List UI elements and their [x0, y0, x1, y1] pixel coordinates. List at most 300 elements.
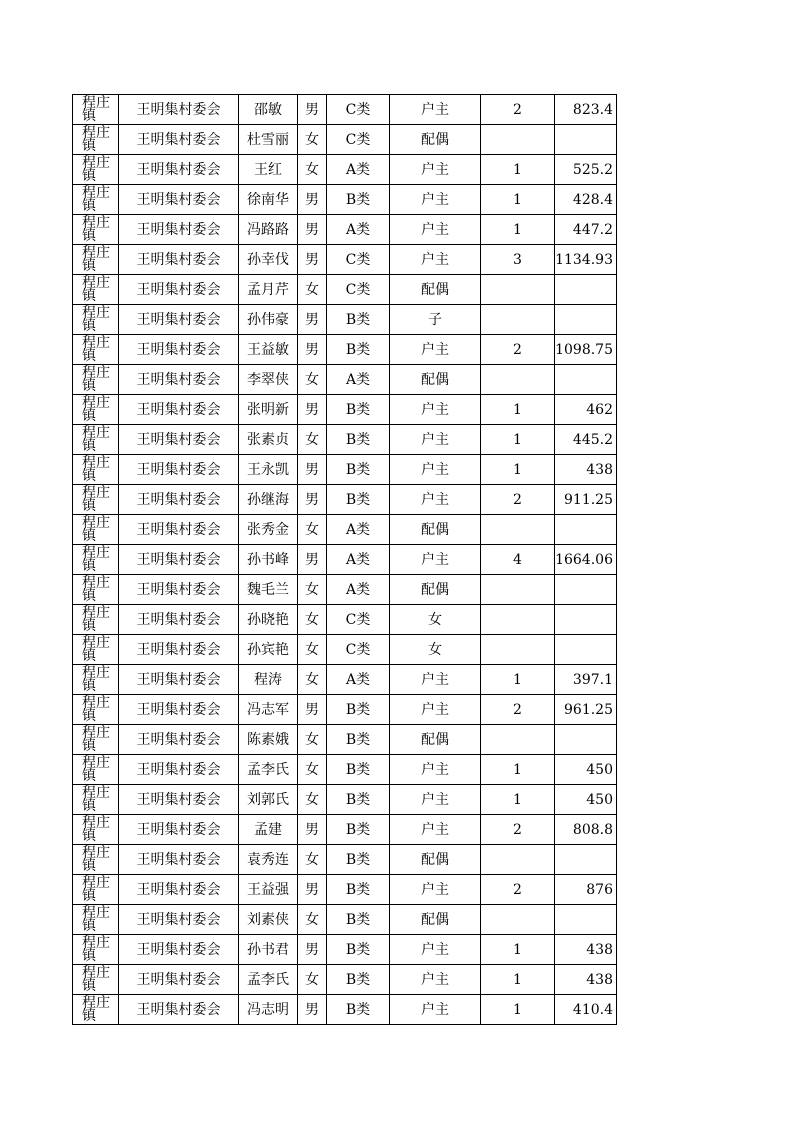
category-cell — [327, 815, 390, 845]
category-cell — [327, 575, 390, 605]
category-cell — [327, 515, 390, 545]
committee-cell — [119, 635, 239, 665]
committee-cell-text: 王明集村委会 — [136, 131, 221, 148]
town-cell — [73, 185, 119, 215]
table-row — [73, 305, 617, 335]
gender-cell-text: 女 — [305, 521, 319, 538]
committee-cell — [119, 455, 239, 485]
count-cell — [481, 275, 555, 305]
town-cell-text: 程庄镇 — [82, 815, 110, 844]
town-cell — [73, 335, 119, 365]
count-cell-text: 2 — [513, 881, 522, 898]
relation-cell-text: 配偶 — [421, 581, 449, 598]
gender-cell — [298, 635, 327, 665]
category-cell-text: C类 — [345, 251, 371, 268]
category-cell-text: A类 — [345, 551, 371, 568]
name-cell — [239, 695, 298, 725]
committee-cell — [119, 725, 239, 755]
committee-cell — [119, 215, 239, 245]
category-cell — [327, 545, 390, 575]
count-cell — [481, 665, 555, 695]
relation-cell — [390, 875, 481, 905]
category-cell-text: B类 — [345, 401, 371, 418]
table-row — [73, 95, 617, 125]
roster-body — [73, 95, 617, 1025]
amount-cell — [555, 635, 617, 665]
count-cell — [481, 365, 555, 395]
gender-cell-text: 女 — [305, 131, 319, 148]
town-cell — [73, 395, 119, 425]
gender-cell-text: 女 — [305, 791, 319, 808]
name-cell — [239, 635, 298, 665]
category-cell-text: A类 — [345, 521, 371, 538]
committee-cell-text: 王明集村委会 — [136, 491, 221, 508]
gender-cell-text: 男 — [305, 461, 319, 478]
count-cell — [481, 935, 555, 965]
committee-cell — [119, 875, 239, 905]
count-cell — [481, 695, 555, 725]
town-cell — [73, 95, 119, 125]
count-cell-text: 1 — [513, 941, 522, 958]
category-cell — [327, 215, 390, 245]
town-cell-text: 程庄镇 — [82, 695, 110, 724]
category-cell — [327, 785, 390, 815]
amount-cell-text: 1664.06 — [555, 551, 613, 568]
town-cell-text: 程庄镇 — [82, 155, 110, 184]
count-cell — [481, 455, 555, 485]
gender-cell — [298, 95, 327, 125]
committee-cell — [119, 965, 239, 995]
gender-cell-text: 女 — [305, 611, 319, 628]
relation-cell-text: 户主 — [421, 941, 449, 958]
relation-cell — [390, 755, 481, 785]
category-cell — [327, 185, 390, 215]
gender-cell — [298, 155, 327, 185]
gender-cell — [298, 335, 327, 365]
category-cell — [327, 485, 390, 515]
name-cell-text: 孟月芹 — [247, 281, 289, 298]
relation-cell-text: 户主 — [421, 101, 449, 118]
gender-cell — [298, 185, 327, 215]
category-cell-text: A类 — [345, 581, 371, 598]
committee-cell — [119, 125, 239, 155]
town-cell-text: 程庄镇 — [82, 575, 110, 604]
relation-cell — [390, 515, 481, 545]
amount-cell-text: 428.4 — [572, 191, 613, 208]
table-row — [73, 395, 617, 425]
count-cell — [481, 395, 555, 425]
committee-cell — [119, 845, 239, 875]
gender-cell — [298, 215, 327, 245]
relation-cell-text: 户主 — [421, 341, 449, 358]
committee-cell-text: 王明集村委会 — [136, 971, 221, 988]
name-cell-text: 冯志军 — [247, 701, 289, 718]
amount-cell — [555, 665, 617, 695]
town-cell-text: 程庄镇 — [82, 95, 110, 124]
category-cell-text: B类 — [345, 341, 371, 358]
amount-cell — [555, 995, 617, 1025]
count-cell-text: 3 — [513, 251, 522, 268]
name-cell-text: 张秀金 — [247, 521, 289, 538]
name-cell — [239, 665, 298, 695]
table-row — [73, 605, 617, 635]
committee-cell — [119, 185, 239, 215]
relation-cell-text: 户主 — [421, 971, 449, 988]
name-cell-text: 张明新 — [247, 401, 289, 418]
town-cell-text: 程庄镇 — [82, 485, 110, 514]
relation-cell-text: 户主 — [421, 761, 449, 778]
count-cell-text: 2 — [513, 491, 522, 508]
committee-cell — [119, 335, 239, 365]
amount-cell — [555, 215, 617, 245]
gender-cell — [298, 395, 327, 425]
relation-cell — [390, 185, 481, 215]
name-cell — [239, 395, 298, 425]
town-cell-text: 程庄镇 — [82, 305, 110, 334]
name-cell — [239, 155, 298, 185]
committee-cell-text: 王明集村委会 — [136, 551, 221, 568]
gender-cell — [298, 995, 327, 1025]
gender-cell — [298, 515, 327, 545]
relation-cell-text: 户主 — [421, 221, 449, 238]
table-row — [73, 425, 617, 455]
amount-cell — [555, 485, 617, 515]
amount-cell — [555, 755, 617, 785]
town-cell-text: 程庄镇 — [82, 725, 110, 754]
name-cell — [239, 95, 298, 125]
committee-cell-text: 王明集村委会 — [136, 371, 221, 388]
count-cell-text: 1 — [513, 161, 522, 178]
name-cell — [239, 335, 298, 365]
count-cell — [481, 215, 555, 245]
town-cell — [73, 635, 119, 665]
category-cell — [327, 935, 390, 965]
committee-cell-text: 王明集村委会 — [136, 1001, 221, 1018]
name-cell-text: 李翠侠 — [247, 371, 289, 388]
town-cell-text: 程庄镇 — [82, 395, 110, 424]
amount-cell — [555, 515, 617, 545]
count-cell — [481, 425, 555, 455]
category-cell-text: B类 — [345, 761, 371, 778]
table-row — [73, 185, 617, 215]
town-cell-text: 程庄镇 — [82, 545, 110, 574]
count-cell — [481, 95, 555, 125]
committee-cell-text: 王明集村委会 — [136, 641, 221, 658]
count-cell — [481, 335, 555, 365]
town-cell — [73, 125, 119, 155]
category-cell-text: B类 — [345, 1001, 371, 1018]
category-cell — [327, 605, 390, 635]
town-cell — [73, 905, 119, 935]
name-cell — [239, 965, 298, 995]
relation-cell-text: 户主 — [421, 251, 449, 268]
gender-cell — [298, 725, 327, 755]
count-cell-text: 2 — [513, 821, 522, 838]
relation-cell — [390, 605, 481, 635]
category-cell-text: B类 — [345, 431, 371, 448]
gender-cell — [298, 125, 327, 155]
amount-cell-text: 911.25 — [564, 491, 613, 508]
amount-cell — [555, 695, 617, 725]
committee-cell — [119, 545, 239, 575]
relation-cell — [390, 125, 481, 155]
gender-cell-text: 女 — [305, 281, 319, 298]
name-cell — [239, 545, 298, 575]
amount-cell — [555, 575, 617, 605]
gender-cell — [298, 785, 327, 815]
count-cell — [481, 155, 555, 185]
category-cell — [327, 845, 390, 875]
table-row — [73, 785, 617, 815]
town-cell-text: 程庄镇 — [82, 995, 110, 1024]
town-cell-text: 程庄镇 — [82, 785, 110, 814]
category-cell-text: C类 — [345, 641, 371, 658]
name-cell — [239, 725, 298, 755]
amount-cell — [555, 845, 617, 875]
category-cell-text: A类 — [345, 671, 371, 688]
gender-cell — [298, 905, 327, 935]
relation-cell — [390, 815, 481, 845]
amount-cell-text: 445.2 — [572, 431, 613, 448]
table-row — [73, 335, 617, 365]
relation-cell-text: 配偶 — [421, 281, 449, 298]
name-cell — [239, 575, 298, 605]
town-cell-text: 程庄镇 — [82, 515, 110, 544]
gender-cell-text: 女 — [305, 371, 319, 388]
relation-cell — [390, 395, 481, 425]
relation-cell — [390, 635, 481, 665]
committee-cell — [119, 515, 239, 545]
gender-cell-text: 男 — [305, 341, 319, 358]
table-row — [73, 725, 617, 755]
name-cell — [239, 275, 298, 305]
category-cell — [327, 245, 390, 275]
gender-cell-text: 男 — [305, 311, 319, 328]
category-cell-text: B类 — [345, 701, 371, 718]
town-cell — [73, 545, 119, 575]
town-cell — [73, 965, 119, 995]
town-cell — [73, 845, 119, 875]
gender-cell — [298, 935, 327, 965]
relation-cell-text: 女 — [428, 611, 442, 628]
committee-cell — [119, 365, 239, 395]
town-cell-text: 程庄镇 — [82, 845, 110, 874]
committee-cell-text: 王明集村委会 — [136, 101, 221, 118]
gender-cell-text: 男 — [305, 251, 319, 268]
relation-cell-text: 户主 — [421, 491, 449, 508]
name-cell-text: 冯路路 — [247, 221, 289, 238]
count-cell — [481, 905, 555, 935]
name-cell — [239, 515, 298, 545]
committee-cell — [119, 485, 239, 515]
count-cell-text: 2 — [513, 101, 522, 118]
count-cell — [481, 575, 555, 605]
count-cell — [481, 755, 555, 785]
committee-cell-text: 王明集村委会 — [136, 581, 221, 598]
relation-cell — [390, 935, 481, 965]
gender-cell — [298, 965, 327, 995]
count-cell — [481, 845, 555, 875]
count-cell — [481, 965, 555, 995]
committee-cell-text: 王明集村委会 — [136, 191, 221, 208]
committee-cell-text: 王明集村委会 — [136, 761, 221, 778]
town-cell — [73, 755, 119, 785]
amount-cell — [555, 785, 617, 815]
name-cell — [239, 455, 298, 485]
table-row — [73, 875, 617, 905]
committee-cell — [119, 395, 239, 425]
name-cell-text: 王益敏 — [247, 341, 289, 358]
amount-cell — [555, 305, 617, 335]
name-cell-text: 王红 — [254, 161, 282, 178]
name-cell — [239, 785, 298, 815]
town-cell-text: 程庄镇 — [82, 635, 110, 664]
relation-cell — [390, 845, 481, 875]
name-cell — [239, 245, 298, 275]
gender-cell-text: 女 — [305, 641, 319, 658]
committee-cell — [119, 155, 239, 185]
relation-cell — [390, 665, 481, 695]
amount-cell-text: 450 — [586, 761, 613, 778]
count-cell — [481, 545, 555, 575]
count-cell — [481, 305, 555, 335]
committee-cell-text: 王明集村委会 — [136, 281, 221, 298]
name-cell-text: 孙书峰 — [247, 551, 289, 568]
name-cell — [239, 125, 298, 155]
amount-cell — [555, 335, 617, 365]
committee-cell — [119, 815, 239, 845]
roster-table — [72, 94, 617, 1025]
table-row — [73, 905, 617, 935]
gender-cell — [298, 815, 327, 845]
town-cell — [73, 485, 119, 515]
name-cell-text: 张素贞 — [247, 431, 289, 448]
relation-cell — [390, 695, 481, 725]
town-cell-text: 程庄镇 — [82, 335, 110, 364]
name-cell-text: 孙书君 — [247, 941, 289, 958]
committee-cell-text: 王明集村委会 — [136, 911, 221, 928]
town-cell — [73, 695, 119, 725]
count-cell-text: 2 — [513, 701, 522, 718]
count-cell-text: 4 — [513, 551, 522, 568]
category-cell — [327, 755, 390, 785]
amount-cell-text: 1098.75 — [555, 341, 613, 358]
gender-cell-text: 女 — [305, 581, 319, 598]
name-cell-text: 孟李氏 — [247, 761, 289, 778]
committee-cell-text: 王明集村委会 — [136, 881, 221, 898]
table-row — [73, 575, 617, 605]
amount-cell — [555, 185, 617, 215]
count-cell-text: 1 — [513, 191, 522, 208]
category-cell-text: A类 — [345, 221, 371, 238]
count-cell-text: 1 — [513, 221, 522, 238]
relation-cell-text: 配偶 — [421, 731, 449, 748]
committee-cell — [119, 695, 239, 725]
relation-cell — [390, 425, 481, 455]
name-cell — [239, 995, 298, 1025]
committee-cell — [119, 755, 239, 785]
category-cell — [327, 125, 390, 155]
relation-cell — [390, 365, 481, 395]
count-cell — [481, 125, 555, 155]
relation-cell — [390, 965, 481, 995]
amount-cell — [555, 455, 617, 485]
category-cell — [327, 965, 390, 995]
relation-cell — [390, 215, 481, 245]
name-cell — [239, 485, 298, 515]
gender-cell — [298, 845, 327, 875]
relation-cell — [390, 905, 481, 935]
name-cell — [239, 815, 298, 845]
category-cell-text: B类 — [345, 941, 371, 958]
count-cell-text: 1 — [513, 791, 522, 808]
town-cell-text: 程庄镇 — [82, 455, 110, 484]
amount-cell-text: 808.8 — [572, 821, 613, 838]
category-cell — [327, 155, 390, 185]
relation-cell-text: 户主 — [421, 701, 449, 718]
name-cell — [239, 215, 298, 245]
committee-cell — [119, 575, 239, 605]
amount-cell-text: 438 — [586, 941, 613, 958]
name-cell-text: 孙伟豪 — [247, 311, 289, 328]
committee-cell — [119, 785, 239, 815]
table-row — [73, 815, 617, 845]
town-cell — [73, 815, 119, 845]
category-cell-text: A类 — [345, 371, 371, 388]
table-row — [73, 665, 617, 695]
relation-cell-text: 户主 — [421, 1001, 449, 1018]
name-cell-text: 程涛 — [254, 671, 282, 688]
amount-cell-text: 397.1 — [572, 671, 613, 688]
category-cell-text: B类 — [345, 731, 371, 748]
amount-cell — [555, 935, 617, 965]
category-cell-text: B类 — [345, 971, 371, 988]
table-row — [73, 935, 617, 965]
name-cell — [239, 755, 298, 785]
town-cell-text: 程庄镇 — [82, 965, 110, 994]
committee-cell-text: 王明集村委会 — [136, 221, 221, 238]
relation-cell-text: 配偶 — [421, 131, 449, 148]
town-cell-text: 程庄镇 — [82, 425, 110, 454]
count-cell — [481, 995, 555, 1025]
town-cell — [73, 725, 119, 755]
table-row — [73, 215, 617, 245]
town-cell-text: 程庄镇 — [82, 215, 110, 244]
committee-cell-text: 王明集村委会 — [136, 461, 221, 478]
town-cell — [73, 665, 119, 695]
relation-cell-text: 户主 — [421, 431, 449, 448]
town-cell-text: 程庄镇 — [82, 185, 110, 214]
gender-cell-text: 男 — [305, 941, 319, 958]
town-cell-text: 程庄镇 — [82, 365, 110, 394]
relation-cell — [390, 785, 481, 815]
amount-cell-text: 438 — [586, 971, 613, 988]
table-row — [73, 515, 617, 545]
count-cell — [481, 725, 555, 755]
category-cell-text: B类 — [345, 851, 371, 868]
amount-cell — [555, 155, 617, 185]
count-cell — [481, 785, 555, 815]
name-cell-text: 孙继海 — [247, 491, 289, 508]
town-cell — [73, 605, 119, 635]
name-cell-text: 刘郭氏 — [247, 791, 289, 808]
gender-cell-text: 女 — [305, 671, 319, 688]
relation-cell — [390, 305, 481, 335]
committee-cell — [119, 935, 239, 965]
category-cell-text: B类 — [345, 791, 371, 808]
relation-cell-text: 户主 — [421, 191, 449, 208]
name-cell — [239, 365, 298, 395]
